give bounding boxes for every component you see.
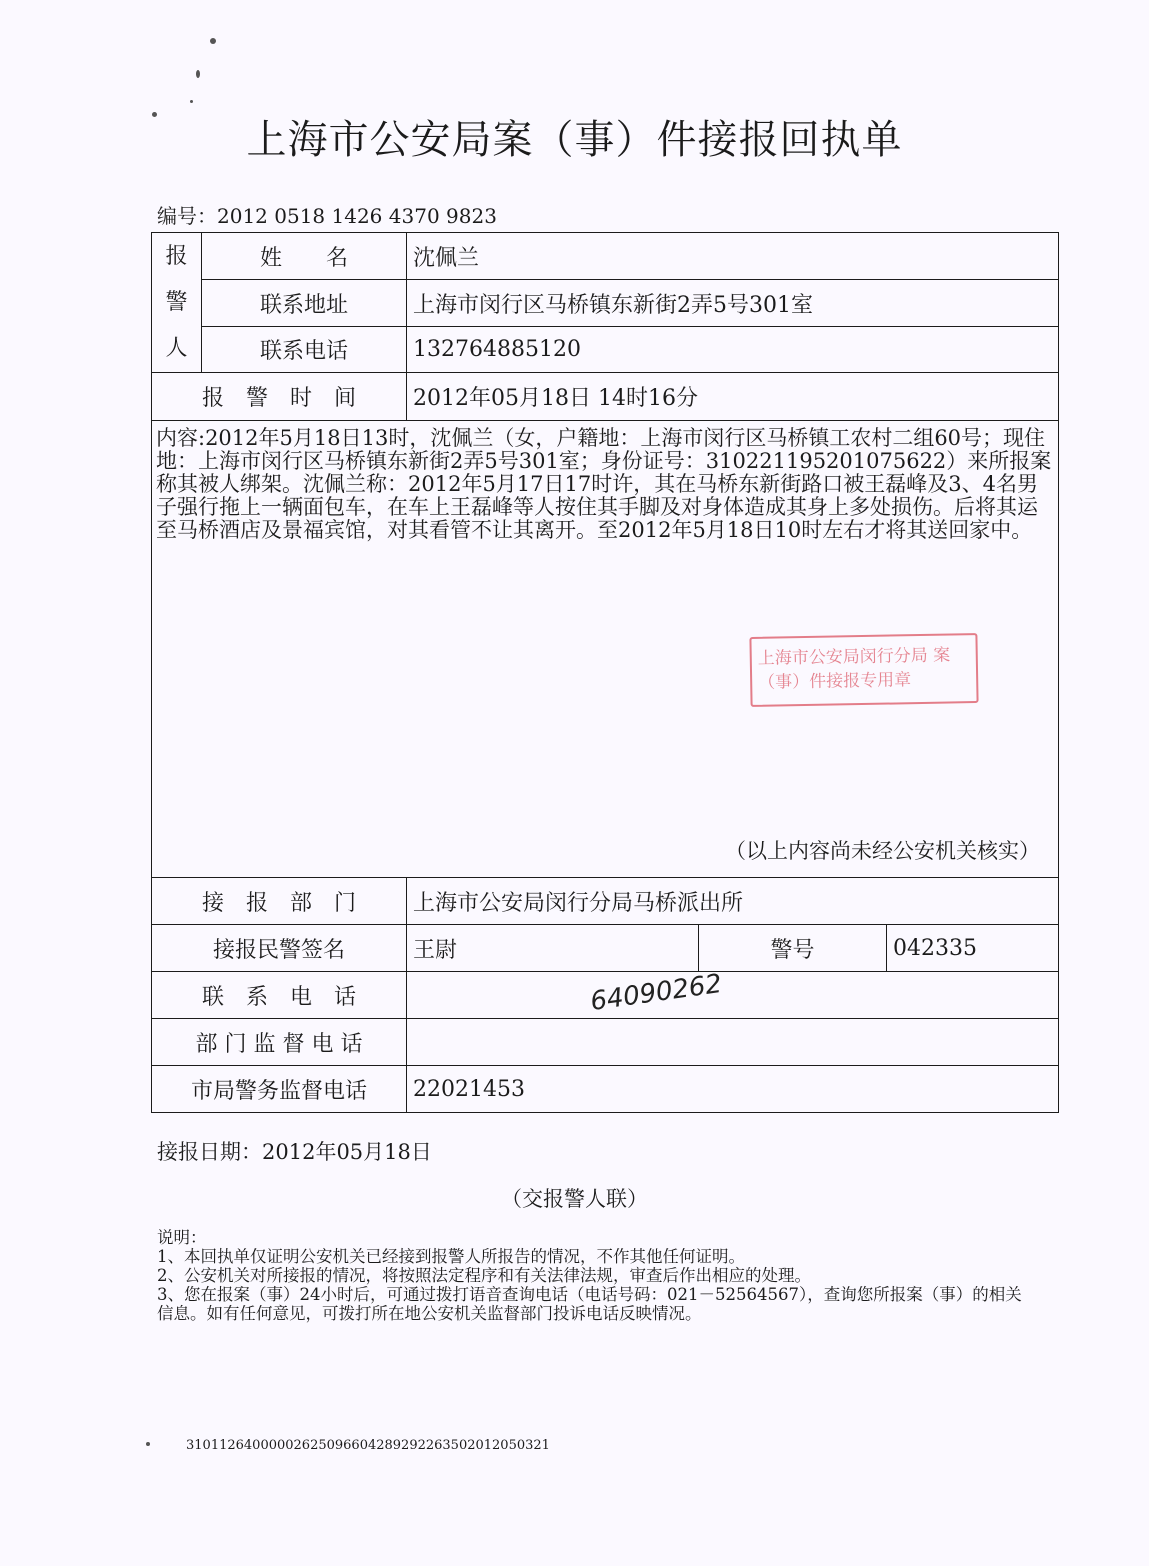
report-time: 2012年05月18日 14时16分 <box>407 373 1059 421</box>
city-supervise-phone: 22021453 <box>407 1066 1059 1113</box>
reporter-address: 上海市闵行区马桥镇东新街2弄5号301室 <box>407 280 1059 327</box>
barcode-number: 31011264000002625096604289292263502012050321 <box>186 1438 550 1453</box>
note-item: 2、公安机关对所接报的情况，将按照法定程序和有关法律法规，审查后作出相应的处理。 <box>157 1266 811 1285</box>
note-item: 1、本回执单仅证明公安机关已经接到报警人所报告的情况，不作其他任何证明。 <box>157 1247 745 1266</box>
receipt-form-table <box>151 232 1059 1113</box>
scan-speck <box>146 1442 150 1446</box>
reporter-label-char: 报 <box>165 243 188 269</box>
name-label: 姓 名 <box>202 233 407 280</box>
dept-supervise-label: 部 门 监 督 电 话 <box>152 1019 407 1066</box>
note-item: 3、您在报案（事）24小时后，可通过拨打语音查询电话（电话号码：021－52564567），查询您所报案（事）的相关信息。如有任何意见，可拨打所在地公安机关监督部门投诉电话反映情况。 <box>157 1285 1022 1323</box>
receiving-dept: 上海市公安局闵行分局马桥派出所 <box>407 878 1059 925</box>
handwritten-contact-phone: 64090262 <box>588 968 724 1018</box>
unverified-note: （以上内容尚未经公安机关核实） <box>725 839 1041 863</box>
scan-speck <box>196 70 200 78</box>
phone-label: 联系电话 <box>202 327 407 373</box>
case-content: 内容:2012年5月18日13时，沈佩兰（女，户籍地：上海市闵行区马桥镇工农村二组60号；现住地：上海市闵行区马桥镇东新街2弄5号301室；身份证号：310221195201075622）来所报案称其被人绑架。沈佩兰称：2012年5月17日17时许，其在马桥东新街路口被王磊峰及3、4名男子强行拖上一辆面包车，在车上王磊峰等人按住其手脚及对身体造成其身上多处损伤。后将其运至马桥酒店及景福宾馆，对其看管不让其离开。至2012年5月18日10时左右才将其送回家中。 <box>156 426 1052 542</box>
official-seal: 上海市公安局闵行分局 案（事）件接报专用章 <box>749 633 978 707</box>
badge-number: 042335 <box>887 925 1059 972</box>
scan-speck <box>190 100 193 103</box>
reporter-label-char: 警 <box>165 289 188 315</box>
reporter-label-char: 人 <box>165 335 188 361</box>
serial-number: 编号：2012 0518 1426 4370 9823 <box>157 204 497 228</box>
city-supervise-label: 市局警务监督电话 <box>152 1066 407 1113</box>
content-cell <box>152 421 1059 878</box>
notes-heading: 说明： <box>157 1228 207 1247</box>
dept-label: 接 报 部 门 <box>152 878 407 925</box>
scan-speck <box>210 38 216 44</box>
copy-label: （交报警人联） <box>501 1187 648 1211</box>
receipt-date: 接报日期：2012年05月18日 <box>157 1140 432 1164</box>
badge-label: 警号 <box>699 925 887 972</box>
dept-supervise-phone <box>407 1019 1059 1066</box>
notes-section <box>157 1228 1027 1323</box>
contact-phone-cell <box>407 972 1059 1019</box>
report-time-label: 报 警 时 间 <box>152 373 407 421</box>
officer-name: 王尉 <box>407 925 699 972</box>
contact-phone-label: 联 系 电 话 <box>152 972 407 1019</box>
officer-label: 接报民警签名 <box>152 925 407 972</box>
reporter-phone: 132764885120 <box>407 327 1059 373</box>
document-title: 上海市公安局案（事）件接报回执单 <box>246 117 903 163</box>
address-label: 联系地址 <box>202 280 407 327</box>
reporter-name: 沈佩兰 <box>407 233 1059 280</box>
reporter-group-label <box>152 233 202 373</box>
